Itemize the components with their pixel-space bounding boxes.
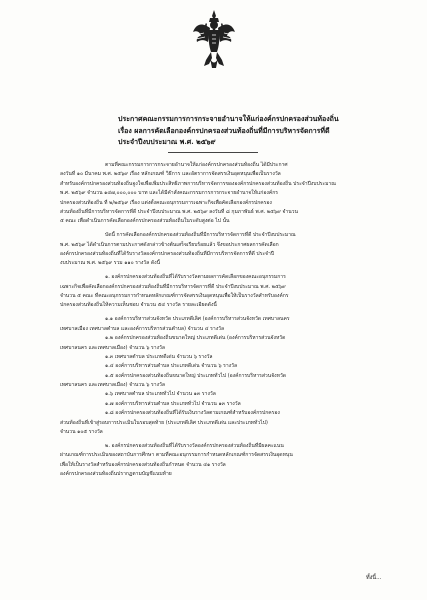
sub-item-line: ๑.๗ องค์การบริหารส่วนตำบล ประเภททั่วไป จำนวน ๑๓ รางวัล xyxy=(105,400,241,407)
text-line: เฉพาะกิจเพื่อคัดเลือกองค์กรปกครองส่วนท้องถิ่นที่มีการบริหารจัดการที่ดี ประจำปีงบประมาณ พ.ศ. ๒๕๖๙ xyxy=(60,283,286,290)
title-divider xyxy=(168,152,258,153)
sub-item-line: ๑.๓ เทศบาลตำบล ประเภทดีเด่น จำนวน ๖ รางวัล xyxy=(105,353,213,360)
sub-item-line: ๑.๕ องค์กรปกครองส่วนท้องถิ่นขนาดใหญ่ ประเภททั่วไป (องค์การบริหารส่วนจังหวัด xyxy=(105,372,287,379)
award-item-2 xyxy=(60,442,400,480)
continuation-marker: ทั้งนี้... xyxy=(366,575,382,581)
sub-item-line: ๑.๘ องค์กรปกครองส่วนท้องถิ่นที่ได้รับเงินรางวัลตามเกณฑ์สำหรับองค์กรปกครอง xyxy=(105,410,280,417)
award-item-1-sublist xyxy=(60,315,400,437)
text-line: ๕ คณะ เพื่อดำเนินการคัดเลือกองค์กรปกครองส่วนท้องถิ่นในระดับสูงต่อ ไป นั้น xyxy=(60,218,230,225)
text-line: สำหรับองค์กรปกครองส่วนท้องถิ่นจูงใจเพื่อเพิ่มประสิทธิภาพการบริหารจัดการขององค์กรปกครองส่วนท้องถิ่น ประจำปีงบประมาณ xyxy=(60,180,336,187)
text-line: พ.ศ. ๒๕๖๙ จำนวน ๑๔๗,๐๐๐,๐๐๐ บาท และได้มีคำสั่งคณะกรรมการการกระจายอำนาจให้แก่องค์กร xyxy=(60,190,279,197)
paragraph-background xyxy=(60,161,400,227)
sub-item-line: เทศบาลเมือง เทศบาลตำบล และองค์การบริหารส่วนตำบล) จำนวน ๔ รางวัล xyxy=(60,325,225,332)
text-line: เพื่อให้เป็นรางวัลสำหรับองค์กรปกครองส่วนท้องถิ่นกำหนด จำนวน ๔๑ รางวัล xyxy=(60,461,226,468)
title-line-1: ประกาศคณะกรรมการการกระจายอำนาจให้แก่องค์กรปกครองส่วนท้องถิ่น xyxy=(118,114,339,123)
text-line: องค์กรปกครองส่วนท้องถิ่นปรากฏตามบัญชีแนบท้าย xyxy=(60,471,172,478)
award-item-1 xyxy=(60,273,400,311)
sub-item-line: จำนวน ๑๐๕ รางวัล xyxy=(60,429,103,436)
text-line: พ.ศ. ๒๕๖๙ ได้ดำเนินการตามประกาศดังกล่าวข้างต้นเสร็จเรียบร้อยแล้ว จึงขอประกาศผลการคัดเลือก xyxy=(60,241,279,248)
text-line: บัดนี้ การคัดเลือกองค์กรปกครองส่วนท้องถิ่นที่มีการบริหารจัดการที่ดี ประจำปีงบประมาณ xyxy=(105,232,296,239)
text-line: ตามที่คณะกรรมการการกระจายอำนาจให้แก่องค์กรปกครองส่วนท้องถิ่น ได้มีประกาศ xyxy=(105,162,288,168)
text-line: ปกครองส่วนท้องถิ่นให้ความเห็นชอบ จำนวน ๕๔ รางวัล รายละเอียดดังนี้ xyxy=(60,302,217,309)
text-line: ๑. องค์กรปกครองส่วนท้องถิ่นที่ได้รับรางวัลตามผลการคัดเลือกของคณะอนุกรรมการ xyxy=(105,274,286,281)
text-line: ลงวันที่ ๑๐ มีนาคม พ.ศ. ๒๕๖๙ เรื่อง หลักเกณฑ์ วิธีการ และอัตราการจัดสรรเงินอุดหนุนเพื่อเป็นรางวัล xyxy=(60,171,281,178)
text-line: ส่วนท้องถิ่นที่มีการบริหารจัดการที่ดี ประจำปีงบประมาณ พ.ศ. ๒๕๖๙ ลงวันที่ ๘ กุมภาพันธ์ พ.ศ. ๒๕๖๙ จำนวน xyxy=(60,208,298,215)
sub-item-line: เทศบาลนคร และเทศบาลเมือง) จำนวน ๖ รางวัล xyxy=(60,344,165,351)
text-line: ปกครองส่วนท้องถิ่น ที่ ๒/๒๕๖๙ เรื่อง แต่งตั้งคณะอนุกรรมการเฉพาะกิจเพื่อคัดเลือกองค์กรปกครอง xyxy=(60,199,272,206)
announcement-title xyxy=(118,113,378,148)
paragraph-announcement xyxy=(60,231,400,269)
sub-item-line: ๑.๔ องค์การบริหารส่วนตำบล ประเภทดีเด่น จำนวน ๖ รางวัล xyxy=(105,363,238,370)
document-body xyxy=(60,161,400,484)
text-line: งบประมาณ พ.ศ. ๒๕๖๙ รวม ๑๑๐ รางวัล ดังนี้ xyxy=(60,260,161,267)
title-line-3: ประจำปีงบประมาณ พ.ศ. ๒๕๖๙ xyxy=(118,137,216,146)
sub-item-line: ๑.๖ เทศบาลตำบล ประเภททั่วไป จำนวน ๑๓ รางวัล xyxy=(105,391,216,398)
garuda-emblem-icon xyxy=(192,8,236,70)
title-line-2: เรื่อง ผลการคัดเลือกองค์กรปกครองส่วนท้องถิ่นที่มีการบริหารจัดการที่ดี xyxy=(118,125,330,135)
sub-item-line: ๑.๑ องค์การบริหารส่วนจังหวัด ประเภทดีเลิศ (องค์การบริหารส่วนจังหวัด เทศบาลนคร xyxy=(105,316,290,323)
sub-item-line: ๑.๒ องค์กรปกครองส่วนท้องถิ่นขนาดใหญ่ ประเภทดีเด่น (องค์การบริหารส่วนจังหวัด xyxy=(105,335,286,342)
text-line: ผ่านเกณฑ์การประเมินของสถาบันการศึกษา ตามที่คณะอนุกรรมการกำหนดหลักเกณฑ์การจัดสรรเงินอุดหนุน xyxy=(60,452,293,459)
sub-item-line: ส่วนท้องถิ่นที่เข้าสู่รอบการประเมินในรอบสุดท้าย (ประเภทดีเลิศ ประเภทดีเด่น และประเภททั่วไป) xyxy=(60,419,268,426)
sub-item-line: เทศบาลนคร และเทศบาลเมือง) จำนวน ๖ รางวัล xyxy=(60,382,165,389)
text-line: จำนวน ๕ คณะ ที่คณะอนุกรรมการกำหนดหลักเกณฑ์การจัดสรรเงินอุดหนุนเพื่อให้เป็นรางวัลสำหรับองค์กร xyxy=(60,293,289,300)
text-line: ๒. องค์กรปกครองส่วนท้องถิ่นที่ได้รับรางวัลองค์กรปกครองส่วนท้องถิ่นที่มีผลคะแนน xyxy=(105,442,284,449)
text-line: องค์กรปกครองส่วนท้องถิ่นที่ได้รับรางวัลองค์กรปกครองส่วนท้องถิ่นที่มีการบริหารจัดการที่ดี ประจำปี xyxy=(60,251,275,258)
